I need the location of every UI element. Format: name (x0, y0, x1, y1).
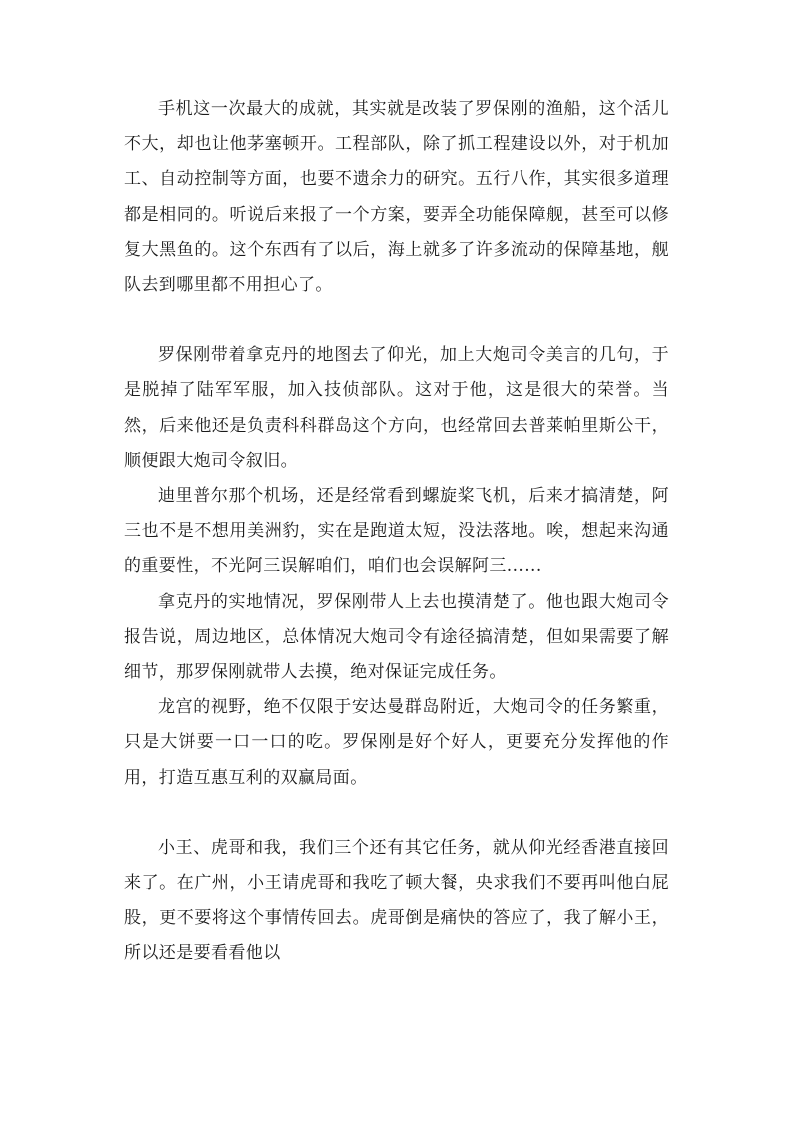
paragraph-4: 拿克丹的实地情况，罗保刚带人上去也摸清楚了。他也跟大炮司令报告说，周边地区，总体情况大炮司令有途径搞清楚，但如果需要了解细节，那罗保刚就带人去摸，绝对保证完成任务。 (124, 591, 669, 683)
paragraph-2: 罗保刚带着拿克丹的地图去了仰光，加上大炮司令美言的几句，于是脱掉了陆军军服，加入技侦部队。这对于他，这是很大的荣誉。当然，后来他还是负责科科群岛这个方向，也经常回去普莱帕里斯公干，顺便跟大炮司令叙旧。 (124, 345, 669, 471)
paragraph-1: 手机这一次最大的成就，其实就是改装了罗保刚的渔船，这个活儿不大，却也让他茅塞顿开。工程部队，除了抓工程建设以外，对于机加工、自动控制等方面，也要不遗余力的研究。五行八作，其实很多道理都是相同的。听说后来报了一个方案，要弄全功能保障舰，甚至可以修复大黑鱼的。这个东西有了以后，海上就多了许多流动的保障基地，舰队去到哪里都不用担心了。 (124, 99, 669, 296)
paragraph-3: 迪里普尔那个机场，还是经常看到螺旋桨飞机，后来才搞清楚，阿三也不是不想用美洲豹，实在是跑道太短，没法落地。唉，想起来沟通的重要性，不光阿三误解咱们，咱们也会误解阿三...... (124, 486, 669, 577)
text-body (124, 92, 669, 972)
paragraph-gap (124, 796, 669, 831)
paragraph-5: 龙宫的视野，绝不仅限于安达曼群岛附近，大炮司令的任务繁重，只是大饼要一口一口的吃。罗保刚是好个好人，更要充分发挥他的作用，打造互惠互利的双赢局面。 (124, 697, 669, 788)
paragraph-6: 小王、虎哥和我，我们三个还有其它任务，就从仰光经香港直接回来了。在广州，小王请虎哥和我吃了顿大餐，央求我们不要再叫他白屁股，更不要将这个事情传回去。虎哥倒是痛快的答应了，我了解小王，所以还是要看看他以 (124, 837, 669, 964)
paragraph-gap (124, 303, 669, 338)
